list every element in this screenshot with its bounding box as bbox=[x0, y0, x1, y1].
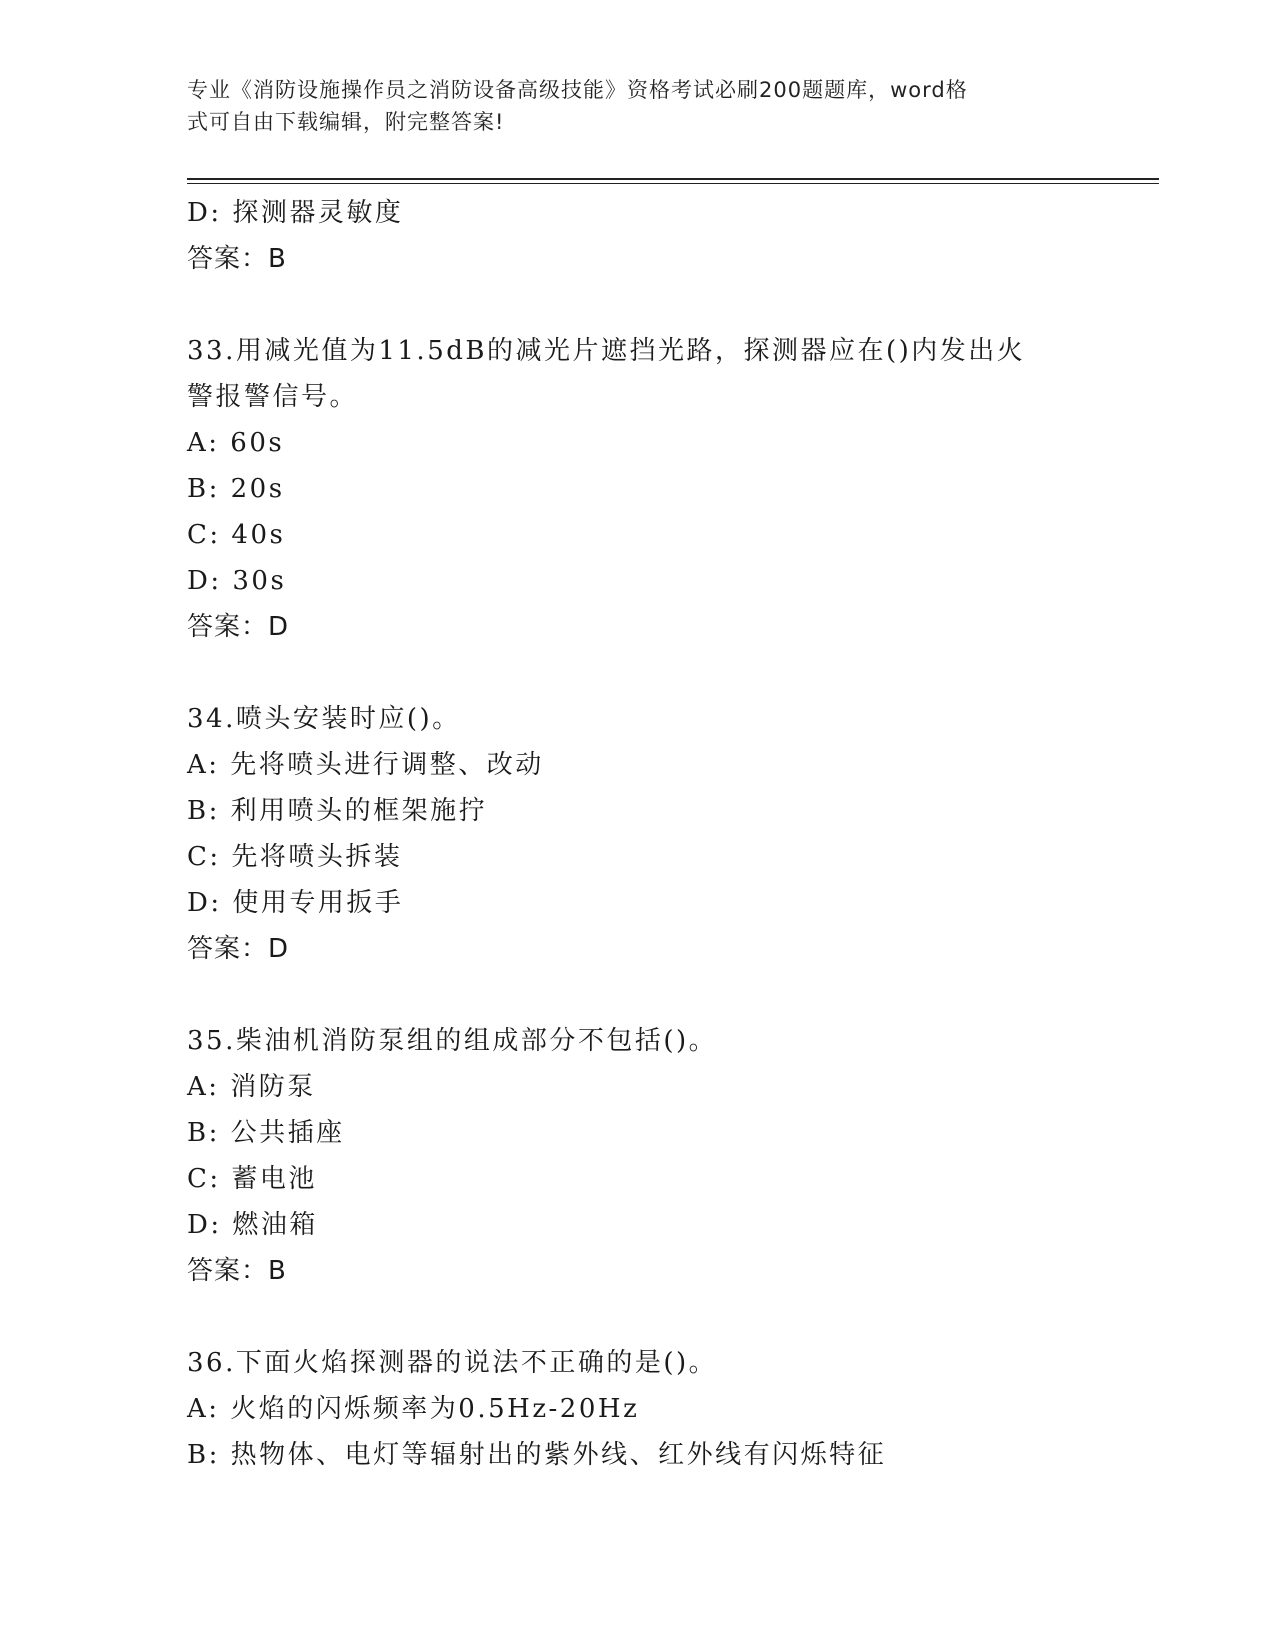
spacer bbox=[187, 650, 1147, 696]
question-stem: 36.下面火焰探测器的说法不正确的是()。 bbox=[187, 1348, 718, 1378]
option-a: A: 60s bbox=[187, 428, 285, 458]
option-d: D: 探测器灵敏度 bbox=[187, 198, 404, 228]
answer-line: 答案：D bbox=[187, 612, 290, 642]
question-36 bbox=[187, 1340, 1147, 1478]
option-a: A: 先将喷头进行调整、改动 bbox=[187, 750, 544, 780]
spacer bbox=[187, 972, 1147, 1018]
question-stem: 35.柴油机消防泵组的组成部分不包括()。 bbox=[187, 1026, 718, 1056]
option-c: C: 蓄电池 bbox=[187, 1164, 317, 1194]
option-a: A: 火焰的闪烁频率为0.5Hz-20Hz bbox=[187, 1394, 640, 1424]
option-b: B: 20s bbox=[187, 474, 285, 504]
header-line-2: 式可自由下载编辑，附完整答案! bbox=[187, 110, 505, 134]
question-list bbox=[187, 190, 1147, 1478]
answer-line: 答案：B bbox=[187, 244, 287, 274]
question-stem: 34.喷头安装时应()。 bbox=[187, 704, 461, 734]
answer-line: 答案：B bbox=[187, 1256, 287, 1286]
question-stem: 33.用减光值为11.5dB的减光片遮挡光路，探测器应在()内发出火 bbox=[187, 336, 1026, 366]
answer-line: 答案：D bbox=[187, 934, 290, 964]
question-33 bbox=[187, 328, 1147, 650]
header-line-1: 专业《消防设施操作员之消防设备高级技能》资格考试必刷200题题库，word格 bbox=[187, 78, 968, 102]
question-32-tail bbox=[187, 190, 1147, 282]
spacer bbox=[187, 1294, 1147, 1340]
option-b: B: 公共插座 bbox=[187, 1118, 345, 1148]
option-d: D: 使用专用扳手 bbox=[187, 888, 404, 918]
option-b: B: 利用喷头的框架施拧 bbox=[187, 796, 488, 826]
spacer bbox=[187, 282, 1147, 328]
header-divider-thin bbox=[187, 183, 1159, 184]
question-stem-continued: 警报警信号。 bbox=[187, 382, 359, 412]
option-c: C: 先将喷头拆装 bbox=[187, 842, 403, 872]
document-header bbox=[187, 74, 1067, 138]
option-a: A: 消防泵 bbox=[187, 1072, 316, 1102]
option-b: B: 热物体、电灯等辐射出的紫外线、红外线有闪烁特征 bbox=[187, 1440, 887, 1470]
option-d: D: 30s bbox=[187, 566, 287, 596]
question-35 bbox=[187, 1018, 1147, 1294]
option-c: C: 40s bbox=[187, 520, 286, 550]
option-d: D: 燃油箱 bbox=[187, 1210, 318, 1240]
question-34 bbox=[187, 696, 1147, 972]
header-divider-thick bbox=[187, 178, 1159, 180]
